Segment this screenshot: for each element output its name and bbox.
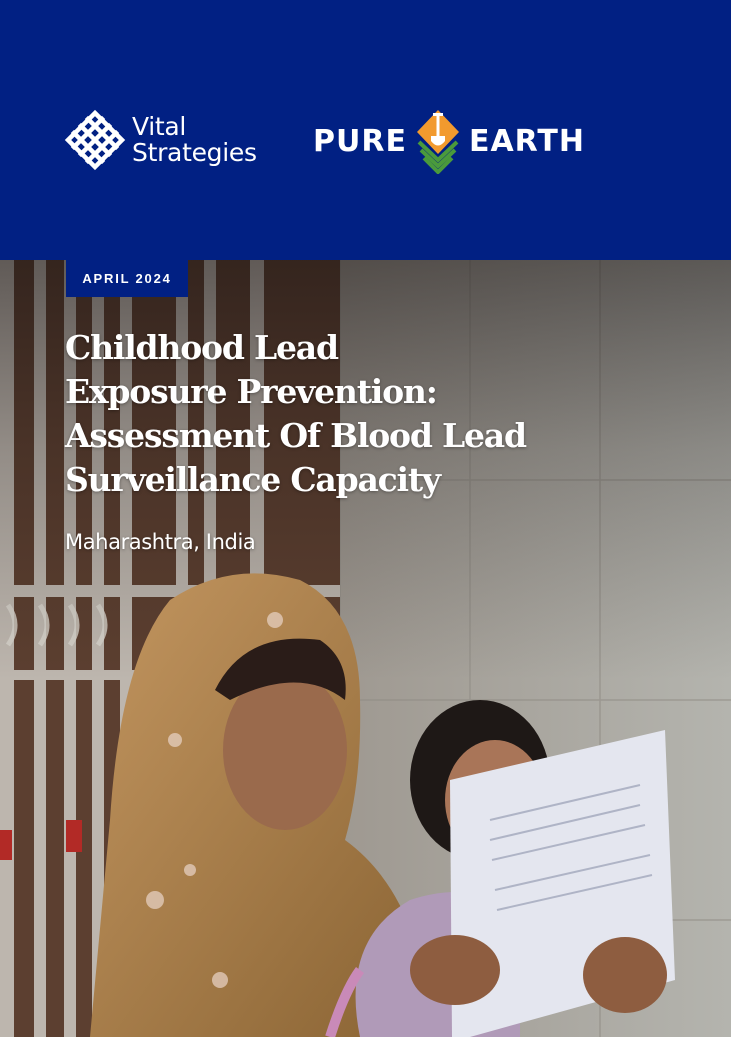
pure-earth-word-right: EARTH [468, 123, 585, 159]
vital-strategies-logo [64, 109, 257, 171]
title-line-1: Childhood Lead [65, 328, 338, 367]
vital-strategies-wordmark [132, 114, 257, 166]
report-subtitle: Maharashtra, India [65, 530, 256, 554]
title-line-3: Assessment Of Blood Lead [65, 416, 526, 455]
shovel-diamond-icon [415, 108, 461, 174]
vital-strategies-line1: Vital [132, 112, 187, 141]
title-line-2: Exposure Prevention: [65, 372, 437, 411]
cover-header [0, 0, 731, 260]
vital-strategies-knot-icon [64, 109, 126, 171]
vital-strategies-line2: Strategies [132, 138, 257, 167]
pure-earth-logo [313, 108, 585, 174]
date-badge: APRIL 2024 [66, 260, 188, 297]
pure-earth-word-left: PURE [313, 123, 407, 159]
report-title [65, 326, 585, 502]
title-line-4: Surveillance Capacity [65, 460, 440, 499]
